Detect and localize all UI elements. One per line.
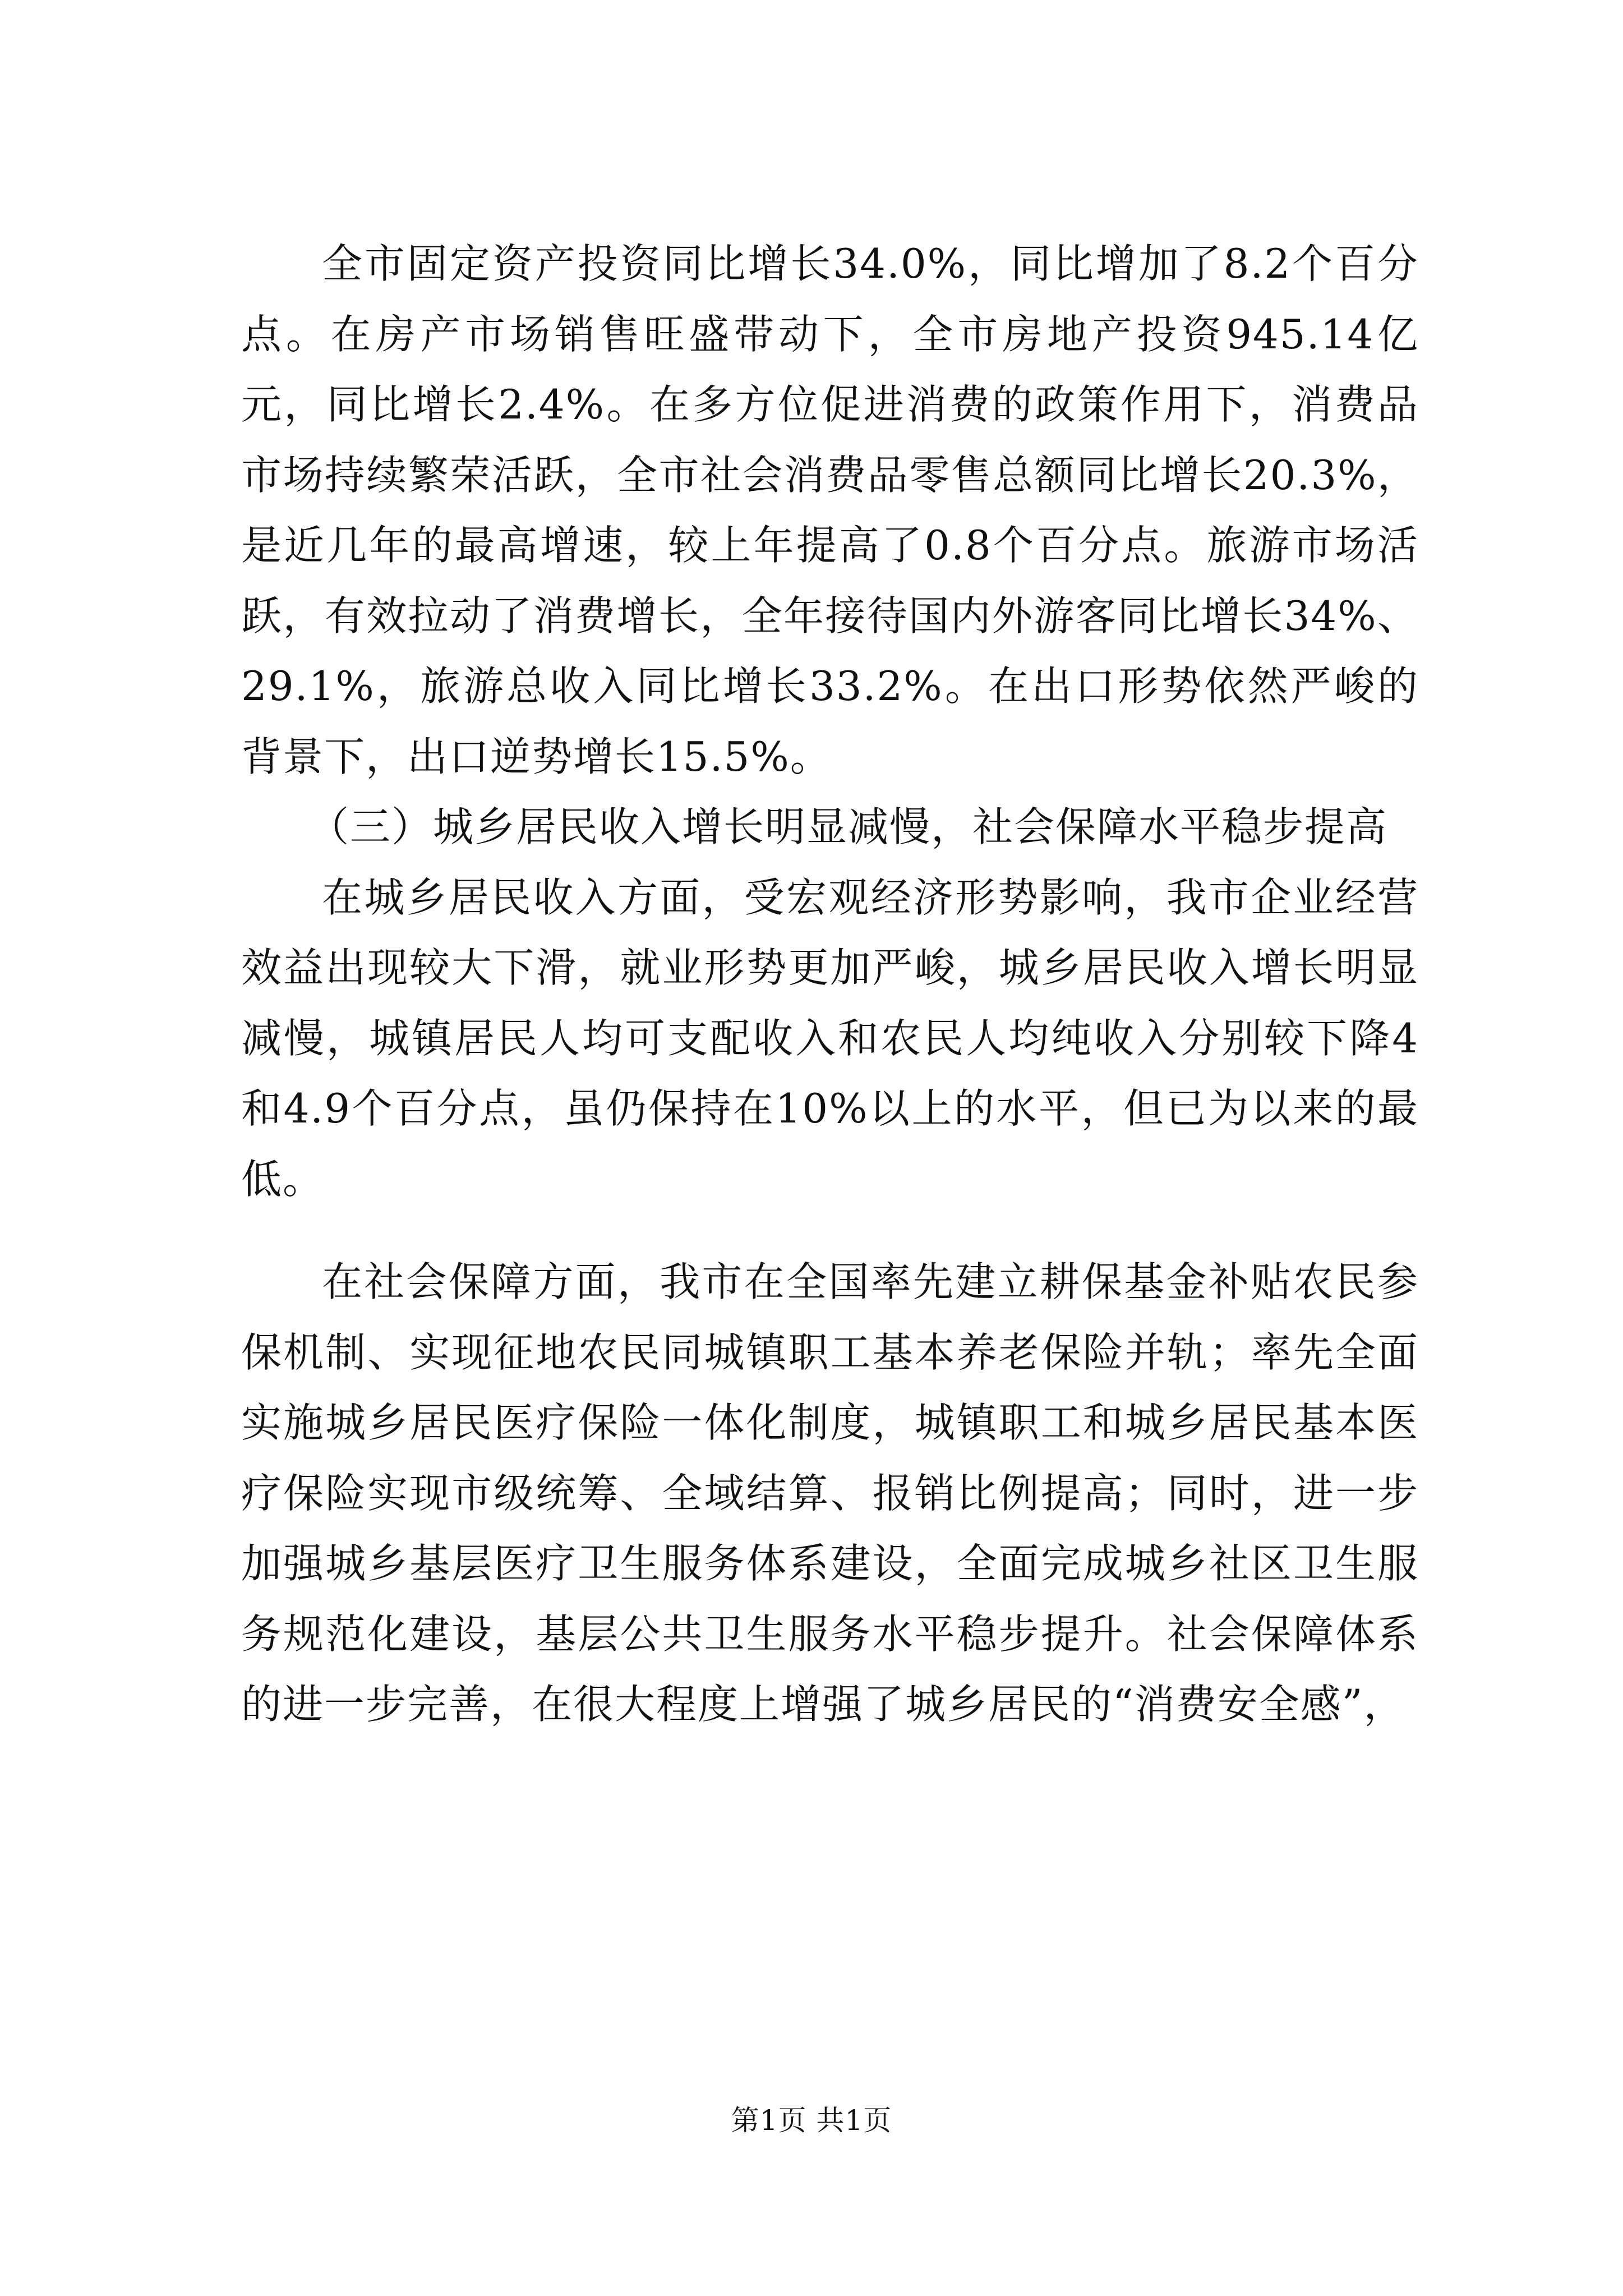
paragraph-investment-consumption: 全市固定资产投资同比增长34.0%，同比增加了8.2个百分点。在房产市场销售旺盛带动下，全市房地产投资945.14亿元，同比增长2.4%。在多方位促进消费的政策作用下，消费品市场持续繁荣活跃，全市社会消费品零售总额同比增长20.3%，是近几年的最高增速，较上年提高了0.8个百分点。旅游市场活跃，有效拉动了消费增长，全年接待国内外游客同比增长34%、29.1%，旅游总收入同比增长33.2%。在出口形势依然严峻的背景下，出口逆势增长15.5%。 xyxy=(241,240,1419,780)
document-body xyxy=(241,229,1419,1740)
section-heading-income-social-security: （三）城乡居民收入增长明显减慢，社会保障水平稳步提高 xyxy=(308,803,1388,850)
paragraph-social-security: 在社会保障方面，我市在全国率先建立耕保基金补贴农民参保机制、实现征地农民同城镇职工基本养老保险并轨；率先全面实施城乡居民医疗保险一体化制度，城镇职工和城乡居民基本医疗保险实现市级统筹、全域结算、报销比例提高；同时，进一步加强城乡基层医疗卫生服务体系建设，全面完成城乡社区卫生服务规范化建设，基层公共卫生服务水平稳步提升。社会保障体系的进一步完善，在很大程度上增强了城乡居民的“消费安全感”， xyxy=(241,1258,1419,1728)
paragraph-resident-income: 在城乡居民收入方面，受宏观经济形势影响，我市企业经营效益出现较大下滑，就业形势更加严峻，城乡居民收入增长明显减慢，城镇居民人均可支配收入和农民人均纯收入分别较下降4和4.9个百分点，虽仍保持在10%以上的水平，但已为以来的最低。 xyxy=(241,873,1419,1203)
page-footer: 第1页 共1页 xyxy=(731,2104,892,2137)
